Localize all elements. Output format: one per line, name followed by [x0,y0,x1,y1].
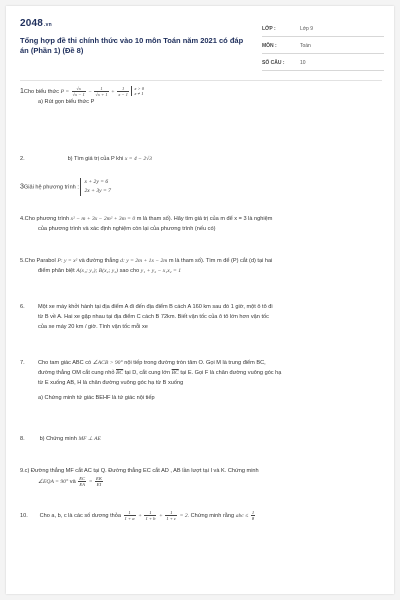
equation-system [80,178,111,196]
question-6 [20,302,376,332]
question-number: 4. [20,216,25,222]
question-5-condition: y₁ + y₂ − x₁x₂ = 1 [140,268,181,274]
exam-title: Tổng hợp đề thi chính thức vào 10 môn Toán năm 2021 có đáp án (Phần 1) (Đề 8) [20,36,244,55]
question-1-part-a: a) Rút gọn biểu thức P [38,99,95,105]
question-1-conditions [131,86,144,96]
question-5-text-c: m là tham số). Tìm m để (P) cắt (d) tại hai [168,258,273,264]
question-1-line [20,86,376,97]
meta-value-class: Lớp 9 [300,26,314,32]
question-5-text-a: Cho Parabol [24,258,56,264]
question-9-text-b: và [69,478,76,485]
question-4 [20,214,376,234]
question-3 [20,178,376,196]
equation-2: 2x + 3y = 7 [84,188,111,194]
question-4-math: x² − m + 3x − 2m² + 3m = 0 [70,216,136,222]
question-7-arc-large: $\overline{BC}$ [171,370,179,376]
exam-meta-table [262,20,384,71]
expr-lead: P = [60,88,70,95]
ratio-ec-ea-num: EC [79,476,86,481]
ratio-ec-ea-den: EA [79,482,85,487]
question-7-arc-small: $\overline{BC}$ [116,370,124,376]
question-4-text-b: m là tham số). Hãy tìm giá trị của m để x = 3 là nghiệm [136,216,273,222]
ratio-ek-ei-num: EK [96,476,102,481]
equation-1: x + 2y = 6 [84,179,109,185]
question-7-text-a: Cho tam giác ABC có [38,360,92,366]
question-6-line-2: từ B về A. Hai xe gặp nhau tại địa điểm C cách B 72km. Biết vận tốc của ô tô lớn hơn vận tốc [38,314,269,320]
question-2-math: x = 4 − 2√3 [124,156,152,162]
question-10-text-b: Chứng minh rằng [190,512,235,519]
question-2-text: b) Tìm giá trị của P khi [67,156,124,162]
question-6-text-1: Một xe máy khởi hành tại địa điểm A đi đến địa điểm B cách A 160 km sau đó 1 giờ, một ô tô đi [38,304,273,310]
question-7-line-3: từ E xuống AB, H là chân đường vuông góc hạ từ B xuống [38,380,184,386]
question-7-line-1 [20,358,376,368]
expr-fraction-3: $\frac{1}{x - 1}$ [118,86,128,97]
question-1-expression: P = $\frac{√x}{√x - 1}$ − $\frac{1}{√x + 1}$ + $\frac{1}{x - 1}$ [60,86,128,97]
question-number: 6. [20,304,25,310]
question-7-part-a: a) Chứng minh tứ giác BEHF là tứ giác nội tiếp [38,395,155,401]
question-number: 7. [20,360,25,366]
question-7-text-b: nội tiếp trong đường tròn tâm O. Gọi M là trung điểm BC, [124,360,266,366]
question-5-line-1 [20,256,376,266]
condition-2: x ≠ 1 [134,91,144,97]
question-7-line-2 [20,368,376,378]
question-number: 5. [20,258,25,264]
meta-row-subject [262,37,384,54]
ratio-ec-ea [78,476,86,487]
question-5-text-b: và đường thẳng [78,258,119,264]
question-8-math: MF ⊥ AE [78,436,101,442]
question-5-line-eq: d: y = 2m + 1x − 2m [120,258,168,264]
fraction-one-eighth: $\frac{1}{8}$ [251,510,255,521]
logo-suffix: .vn [44,22,52,28]
logo-text: 2048 [20,18,44,29]
question-5-points: A(x₁; y₁); B(x₂; y₂) [76,268,119,274]
question-9-equals: = [88,478,93,485]
condition-1: x > 0 [134,86,145,92]
question-1 [20,86,376,107]
question-10 [20,510,376,521]
question-3-text: Giải hệ phương trình : [23,184,79,191]
fraction-a: $\frac{1}{1 + a}$ [124,510,135,521]
header-divider [20,80,382,81]
ratio-ek-ei [95,476,103,487]
expr-fraction-2: $\frac{1}{√x + 1}$ [95,86,108,97]
question-10-text-a: Cho a, b, c là các số dương thỏa [39,512,121,519]
question-9-text-1: c) Đường thẳng MF cắt AC tại Q. Đường thẳng EC cắt AD , AB lần lượt tại I và K. Chứng minh [24,468,259,474]
question-10-math: abc ≤ [235,512,249,519]
fraction-c: $\frac{1}{1 + c}$ [166,510,177,521]
plus-sign: + [138,512,142,519]
question-number: 1 [20,87,24,95]
question-5-line-2 [20,266,376,276]
question-9-line-2 [20,476,376,487]
meta-label-subject: MÔN : [262,43,277,49]
question-number: 2. [20,156,25,162]
fraction-b: $\frac{1}{1 + b}$ [145,510,156,521]
question-9-angle: ∠EQA = 90° [38,478,69,485]
question-8 [20,434,376,444]
question-9 [20,466,376,487]
question-5-text-e: sao cho [119,268,140,274]
question-2 [20,154,376,164]
question-8-text: b) Chứng minh [39,436,77,442]
exam-sheet [6,6,394,594]
question-4-line-1 [20,214,376,224]
question-7-text-e: tại E. Gọi F là chân đường vuông góc hạ [180,370,282,376]
question-number: 10. [20,512,28,519]
question-7-text-d: tại D, cắt cung lớn [124,370,171,376]
question-number: 8. [20,436,25,442]
question-number: 9. [20,468,25,474]
question-6-line-3: của xe máy 20 km / giờ. Tính vận tốc mỗi xe [38,324,148,330]
site-logo[interactable] [20,18,52,29]
meta-value-count: 10 [300,60,306,66]
expr-fraction-1: $\frac{√x}{√x - 1}$ [72,86,85,97]
exam-header [20,18,382,78]
question-5 [20,256,376,276]
question-5-parabola: P: y = x² [57,258,78,264]
plus-sign: + [159,512,163,519]
question-7-text-c: đường thẳng OM cắt cung nhỏ [38,370,115,376]
question-1-intro: Cho biểu thức [23,88,60,95]
meta-label-count: SỐ CÂU : [262,60,285,66]
question-4-line-2: của phương trình và xác định nghiệm còn lại của phương trình (nếu có) [38,226,216,232]
ratio-ek-ei-den: EI [96,482,102,487]
question-7-angle: ∠ACB > 90° [92,360,123,366]
question-7 [20,358,376,403]
question-5-text-d: điểm phân biệt [38,268,75,274]
question-4-text-a: Cho phương trình [24,216,70,222]
meta-value-subject: Toán [300,43,311,49]
question-number: 3 [20,183,24,191]
meta-row-count [262,54,384,71]
meta-row-class [262,20,384,37]
question-9-line-1 [20,466,376,476]
meta-label-class: LỚP : [262,26,276,32]
question-10-equals: = 2. [179,512,190,519]
question-6-line-1 [20,302,376,312]
